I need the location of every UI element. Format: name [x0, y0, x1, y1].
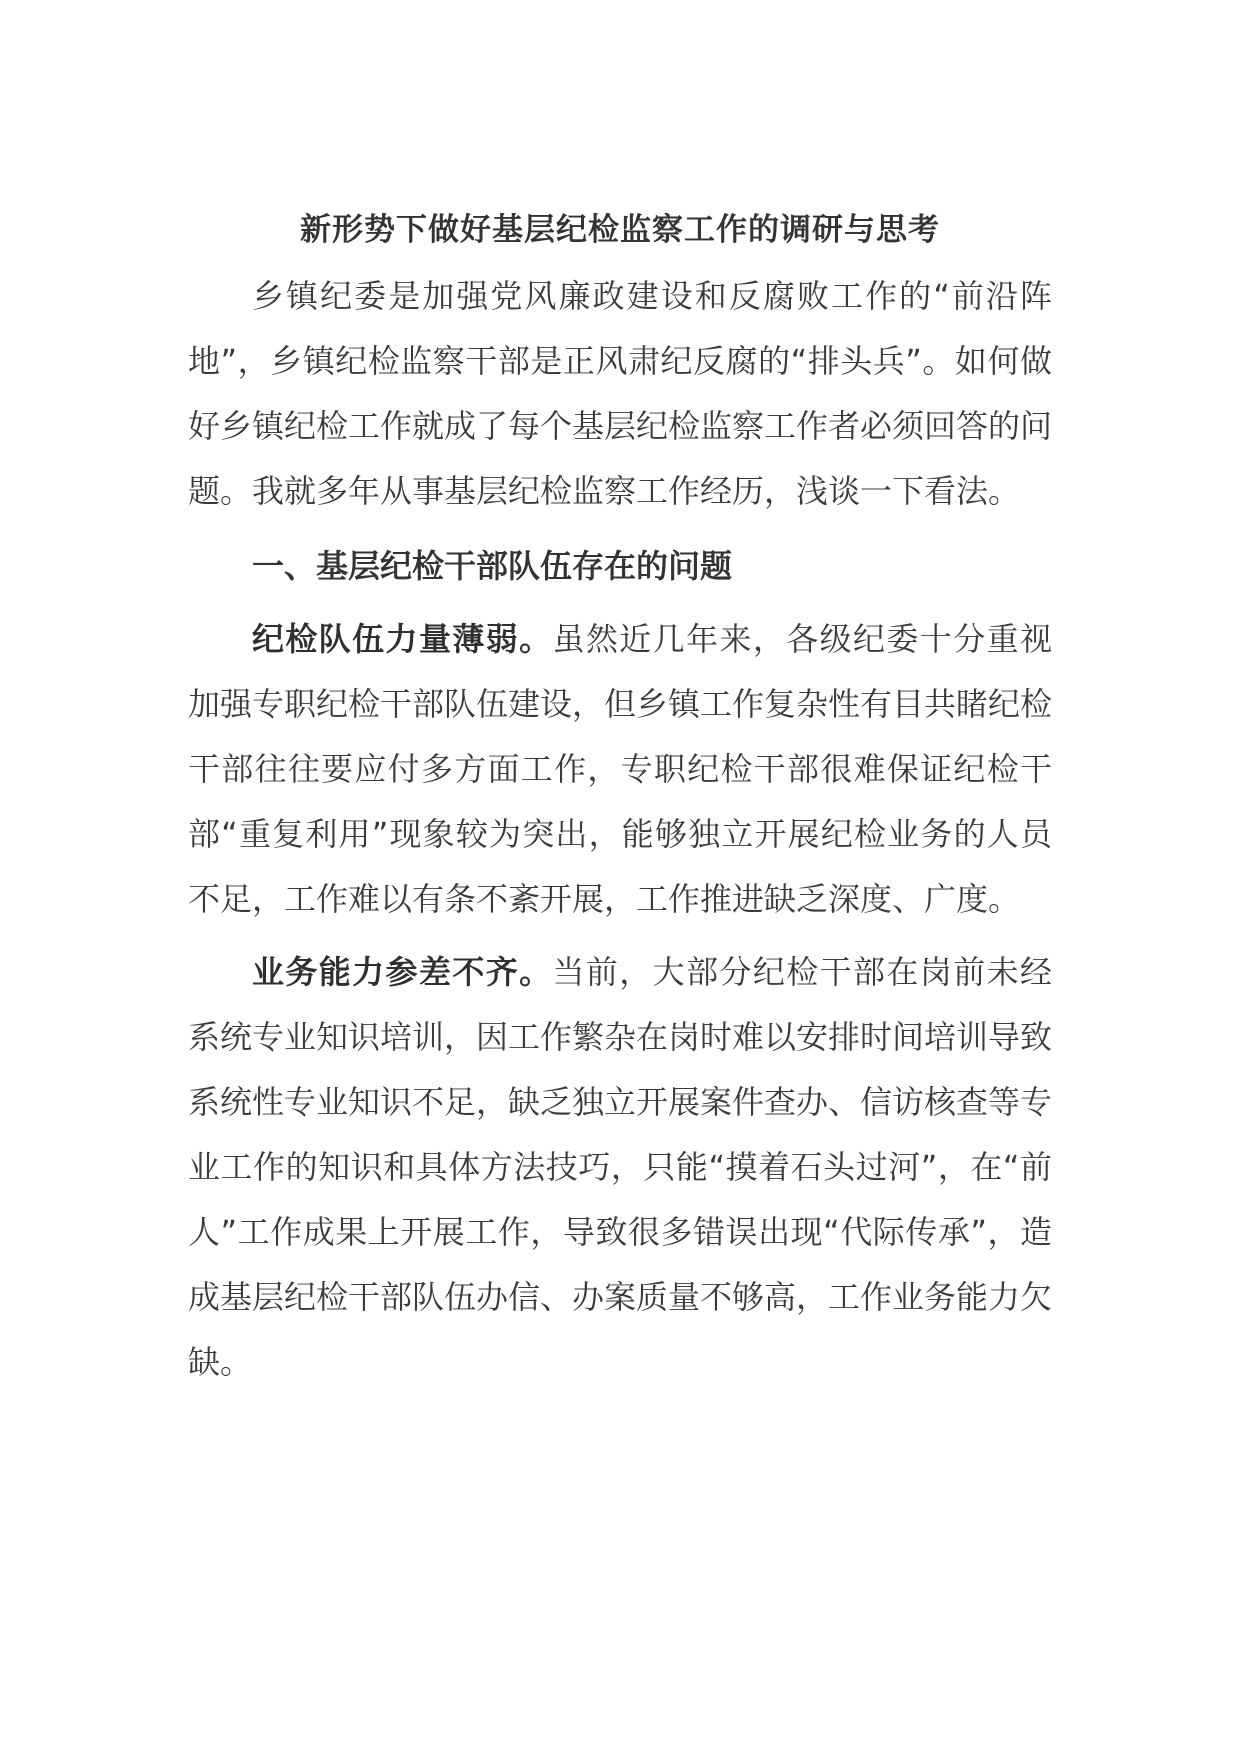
paragraph-text: 虽然近几年来，各级纪委十分重视加强专职纪检干部队伍建设，但乡镇工作复杂性有目共睹纪检干部往往要应付多方面工作，专职纪检干部很难保证纪检干部“重复利用”现象较为突出，能够独立开展纪检业务的人员不足，工作难以有条不紊开展，工作推进缺乏深度、广度。: [188, 620, 1053, 918]
paragraph-text: 当前，大部分纪检干部在岗前未经系统专业知识培训，因工作繁杂在岗时难以安排时间培训导致系统性专业知识不足，缺乏独立开展案件查办、信访核查等专业工作的知识和具体方法技巧，只能“摸着石头过河”，在“前人”工作成果上开展工作，导致很多错误出现“代际传承”，造成基层纪检干部队伍办信、办案质量不够高，工作业务能力欠缺。: [188, 953, 1053, 1381]
paragraph-business-ability: [188, 940, 1052, 1395]
paragraph-lead: 纪检队伍力量薄弱。: [252, 620, 553, 658]
intro-paragraph: 乡镇纪委是加强党风廉政建设和反腐败工作的“前沿阵地”，乡镇纪检监察干部是正风肃纪反腐的“排头兵”。如何做好乡镇纪检工作就成了每个基层纪检监察工作者必须回答的问题。我就多年从事基层纪检监察工作经历，浅谈一下看法。: [188, 277, 1053, 510]
section-heading: 一、基层纪检干部队伍存在的问题: [252, 547, 733, 585]
paragraph-lead: 业务能力参差不齐。: [252, 953, 553, 991]
document-title: 新形势下做好基层纪检监察工作的调研与思考: [300, 212, 940, 248]
paragraph-team-strength: [188, 607, 1052, 932]
document-body: [188, 200, 1052, 1395]
